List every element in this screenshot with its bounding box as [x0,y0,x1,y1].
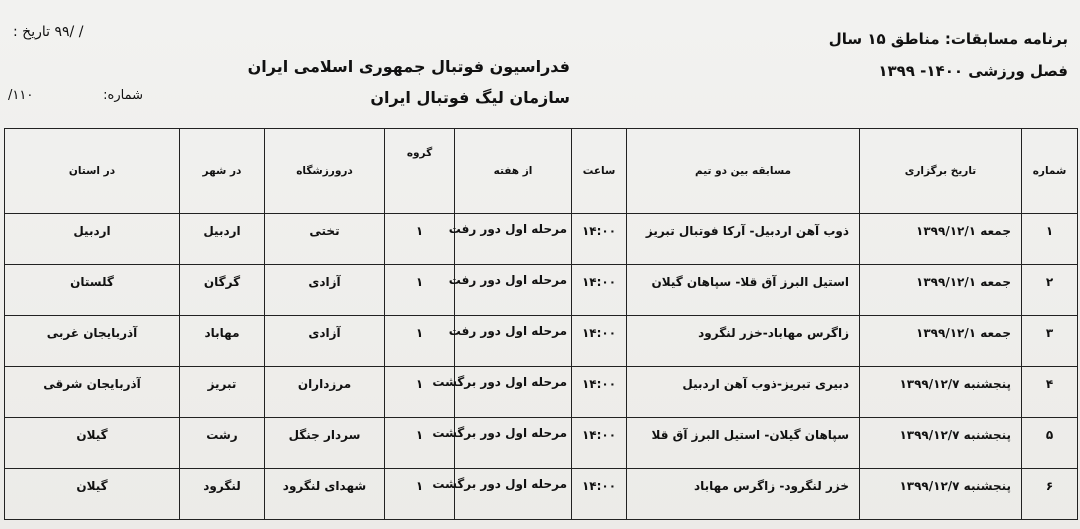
match-teams: استیل البرز آق قلا- سپاهان گیلان [627,265,860,316]
column-header: درورزشگاه [265,129,385,214]
table-row [5,418,1078,469]
match-province: گیلان [5,418,180,469]
program-title: برنامه مسابقات: مناطق ۱۵ سال [828,30,1068,48]
column-header: از هفته [455,129,572,214]
federation-name: فدراسیون فوتبال جمهوری اسلامی ایران [247,57,570,76]
match-province: آذربایجان غربی [5,316,180,367]
match-province: گلستان [5,265,180,316]
match-time: ۱۴:۰۰ [572,469,627,520]
table-row [5,214,1078,265]
table-row [5,469,1078,520]
match-group: ۱ [385,214,455,265]
row-number: ۲ [1022,265,1078,316]
table-row [5,316,1078,367]
match-teams: خزر لنگرود- زاگرس مهاباد [627,469,860,520]
match-date: پنجشنبه ۱۳۹۹/۱۲/۷ [860,418,1022,469]
match-teams: ذوب آهن اردبیل- آرکا فوتبال تبریز [627,214,860,265]
row-number: ۵ [1022,418,1078,469]
table-row [5,367,1078,418]
date-value: / /۹۹ [54,24,84,40]
match-group: ۱ [385,316,455,367]
match-stadium: مرزداران [265,367,385,418]
column-header: تاریخ برگزاری [860,129,1022,214]
season-label: فصل ورزشی ۱۴۰۰- ۱۳۹۹ [878,62,1068,80]
match-time: ۱۴:۰۰ [572,367,627,418]
row-number: ۶ [1022,469,1078,520]
date-label: تاریخ : [13,24,51,40]
match-schedule-table [4,128,1078,520]
match-province: آذربایجان شرقی [5,367,180,418]
match-province: اردبیل [5,214,180,265]
match-group: ۱ [385,469,455,520]
match-city: تبریز [180,367,265,418]
number-label: شماره: [103,88,143,103]
match-teams: زاگرس مهاباد-خزر لنگرود [627,316,860,367]
column-header: در استان [5,129,180,214]
match-group: ۱ [385,367,455,418]
match-stage: مرحله اول دور برگشت [455,418,572,469]
match-date: جمعه ۱۳۹۹/۱۲/۱ [860,316,1022,367]
match-stadium: آزادی [265,265,385,316]
row-number: ۱ [1022,214,1078,265]
match-stadium: تختی [265,214,385,265]
match-city: اردبیل [180,214,265,265]
match-province: گیلان [5,469,180,520]
column-header: گروه [385,129,455,214]
match-time: ۱۴:۰۰ [572,214,627,265]
match-date: جمعه ۱۳۹۹/۱۲/۱ [860,265,1022,316]
match-date: جمعه ۱۳۹۹/۱۲/۱ [860,214,1022,265]
number-value: ۱۱۰/ [8,88,34,103]
match-date: پنجشنبه ۱۳۹۹/۱۲/۷ [860,367,1022,418]
match-city: گرگان [180,265,265,316]
row-number: ۴ [1022,367,1078,418]
match-teams: دبیری تبریز-ذوب آهن اردبیل [627,367,860,418]
match-time: ۱۴:۰۰ [572,265,627,316]
date-field [13,24,83,40]
number-field [8,88,143,103]
column-header: مسابقه بین دو تیم [627,129,860,214]
match-stadium: سردار جنگل [265,418,385,469]
match-stage: مرحله اول دور رفت [455,214,572,265]
match-time: ۱۴:۰۰ [572,316,627,367]
match-stage: مرحله اول دور رفت [455,265,572,316]
match-group: ۱ [385,265,455,316]
match-city: مهاباد [180,316,265,367]
match-teams: سپاهان گیلان- استیل البرز آق قلا [627,418,860,469]
match-stage: مرحله اول دور برگشت [455,367,572,418]
match-stage: مرحله اول دور رفت [455,316,572,367]
match-date: پنجشنبه ۱۳۹۹/۱۲/۷ [860,469,1022,520]
row-number: ۳ [1022,316,1078,367]
match-city: لنگرود [180,469,265,520]
column-header: شماره [1022,129,1078,214]
column-header: در شهر [180,129,265,214]
match-stadium: آزادی [265,316,385,367]
match-stadium: شهدای لنگرود [265,469,385,520]
league-organization: سازمان لیگ فوتبال ایران [370,88,570,107]
table-header-row [5,129,1078,214]
column-header: ساعت [572,129,627,214]
match-time: ۱۴:۰۰ [572,418,627,469]
match-city: رشت [180,418,265,469]
match-stage: مرحله اول دور برگشت [455,469,572,520]
match-group: ۱ [385,418,455,469]
table-row [5,265,1078,316]
